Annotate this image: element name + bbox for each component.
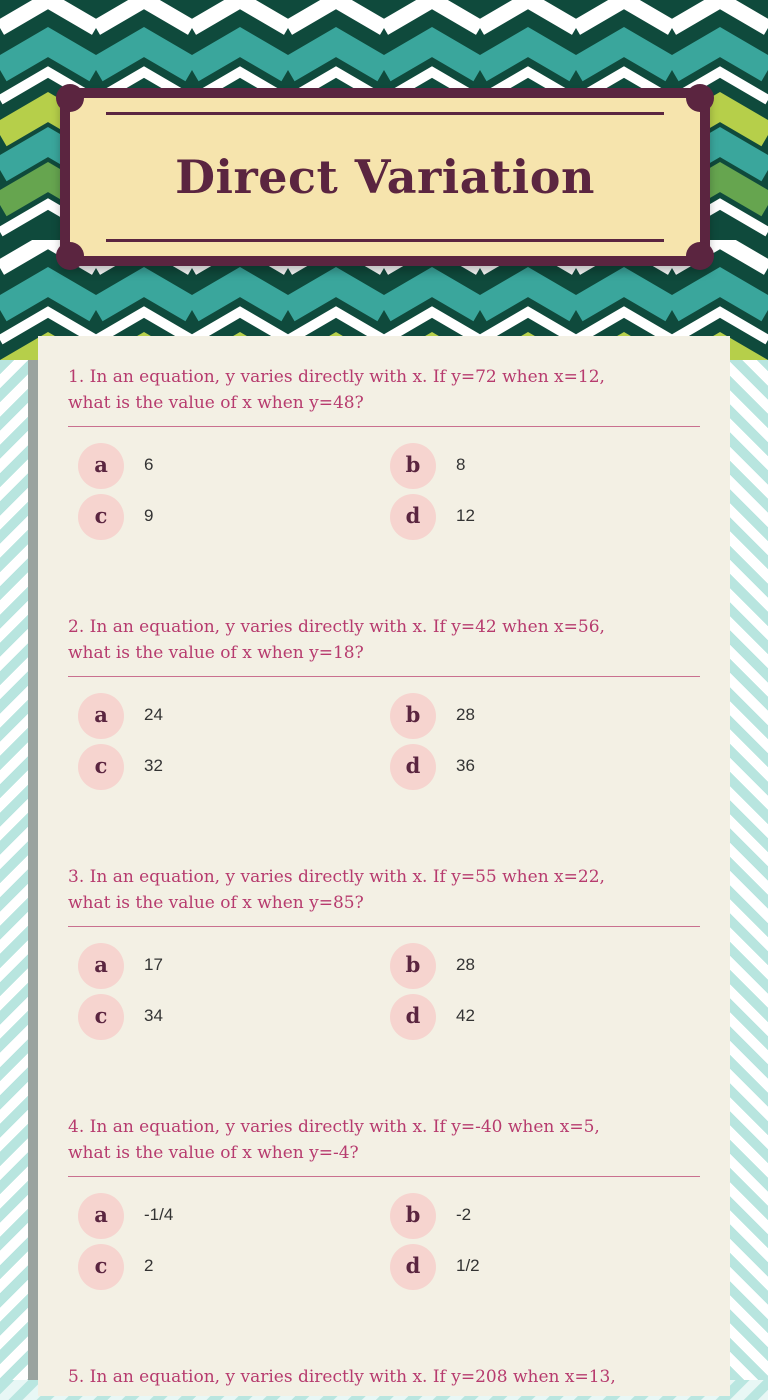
option-a[interactable] [68,1193,348,1239]
option-value: 42 [456,1006,475,1025]
option-letter: c [78,994,124,1040]
option-value: -2 [456,1205,472,1224]
answer-options [68,443,700,547]
header-banner [0,0,768,360]
option-c[interactable] [68,1244,348,1290]
option-value: 12 [456,506,475,525]
question-divider [68,426,700,427]
option-b[interactable] [380,943,660,989]
worksheet-paper [38,336,730,1396]
question-divider [68,676,700,677]
option-c[interactable] [68,494,348,540]
question-2 [68,614,700,797]
question-divider [68,1176,700,1177]
option-value: 1/2 [456,1256,480,1275]
question-4 [68,1114,700,1297]
option-d[interactable] [380,494,660,540]
option-letter: c [78,1244,124,1290]
option-b[interactable] [380,693,660,739]
question-text: 2. In an equation, y varies directly with x. If y=42 when x=56, what is the value of x when y=18? [68,617,605,663]
option-value: 24 [144,705,163,724]
title-rule-top [106,112,664,115]
option-value: 32 [144,756,163,775]
question-5 [68,1364,700,1400]
option-value: 2 [144,1256,154,1275]
corner-ornament [56,242,84,270]
title-panel [70,98,700,256]
option-value: 28 [456,955,475,974]
corner-ornament [56,84,84,112]
option-letter: c [78,744,124,790]
option-letter: a [78,443,124,489]
answer-options [68,1193,700,1297]
option-d[interactable] [380,994,660,1040]
option-letter: c [78,494,124,540]
question-text: 3. In an equation, y varies directly with x. If y=55 when x=22, what is the value of x when y=85? [68,867,605,913]
corner-ornament [686,242,714,270]
option-value: 9 [144,506,154,525]
option-letter: d [390,1244,436,1290]
option-letter: b [390,443,436,489]
option-b[interactable] [380,443,660,489]
question-text: 5. In an equation, y varies directly with x. If y=208 when x=13, [68,1367,616,1387]
option-value: 28 [456,705,475,724]
answer-options [68,943,700,1047]
right-stripe-border [730,360,768,1380]
left-stripe-border [0,360,30,1380]
question-3 [68,864,700,1047]
option-d[interactable] [380,744,660,790]
option-letter: a [78,943,124,989]
option-c[interactable] [68,994,348,1040]
question-text: 1. In an equation, y varies directly with x. If y=72 when x=12, what is the value of x when y=48? [68,367,605,413]
option-value: 8 [456,455,466,474]
option-value: 17 [144,955,163,974]
question-divider [68,926,700,927]
question-text: 4. In an equation, y varies directly with x. If y=-40 when x=5, what is the value of x when y=-4? [68,1117,600,1163]
option-letter: b [390,693,436,739]
option-value: -1/4 [144,1205,174,1224]
title-rule-bottom [106,239,664,242]
option-letter: b [390,1193,436,1239]
answer-options [68,693,700,797]
page-title: Direct Variation [175,150,595,204]
option-a[interactable] [68,943,348,989]
option-letter: d [390,994,436,1040]
option-value: 6 [144,455,154,474]
option-value: 36 [456,756,475,775]
paper-shadow [28,360,38,1380]
option-a[interactable] [68,693,348,739]
option-letter: a [78,693,124,739]
option-letter: d [390,744,436,790]
question-1 [68,364,700,547]
title-card [60,88,710,266]
option-c[interactable] [68,744,348,790]
option-d[interactable] [380,1244,660,1290]
option-value: 34 [144,1006,163,1025]
option-letter: a [78,1193,124,1239]
corner-ornament [686,84,714,112]
option-a[interactable] [68,443,348,489]
option-letter: d [390,494,436,540]
option-b[interactable] [380,1193,660,1239]
option-letter: b [390,943,436,989]
